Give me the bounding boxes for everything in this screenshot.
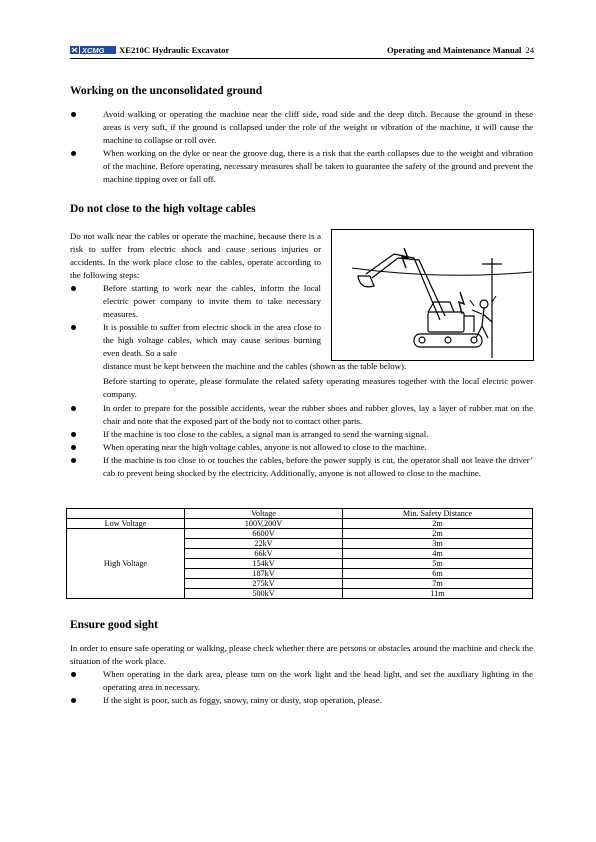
page-number: 24: [525, 45, 534, 55]
bullet-text: In order to prepare for the possible accidents, wear the rubber shoes and rubber gloves, lay a layer of rubber mat on the chair and note that the exposed part of the body not to contact other parts.: [103, 403, 533, 426]
bullet-dot: [71, 672, 76, 677]
table-header-cell: Min. Safety Distance: [343, 509, 533, 519]
distance-cell: 6m: [343, 569, 533, 579]
bullet-item: [70, 454, 533, 480]
voltage-cell: 500kV: [185, 589, 343, 599]
bullet-item: [70, 402, 533, 428]
header-model: XE210C Hydraulic Excavator: [119, 45, 230, 55]
bullet-text: It is possible to suffer from electric shock in the area close to the high voltage cables, which may cause serious burning even death. So a safe: [103, 322, 321, 358]
bullet-item: [70, 321, 321, 360]
distance-cell: 7m: [343, 579, 533, 589]
bullet-item: [70, 282, 321, 321]
bullet-dot: [71, 406, 76, 411]
followup-text: Before starting to operate, please formulate the related safety operating measures together with the local electric power company.: [103, 376, 533, 399]
section-title-unconsolidated: Working on the unconsolidated ground: [70, 85, 263, 97]
distance-cell: 2m: [343, 519, 533, 529]
bullet-text: If the machine is too close to the cables, a signal man is arranged to send the warning signal.: [103, 429, 429, 439]
section-title-high-voltage: Do not close to the high voltage cables: [70, 203, 256, 215]
safety-distance-table: [66, 508, 533, 599]
voltage-cell: 100V,200V: [185, 519, 343, 529]
header-manual: Operating and Maintenance Manual: [387, 45, 522, 55]
table-header-row: [67, 509, 533, 519]
bullet-item: [70, 441, 533, 454]
bullet-text: If the machine is too close to or touches the cables, before the power supply is cut, the operator shall not leave the driver’ cab to prevent being shocked by the electricity. Additionally, anyone is not allowed to close to the machine.: [103, 455, 533, 478]
bullet-continuation: distance must be kept between the machine and the cables (shown as the table below).: [103, 361, 407, 371]
bullet-text: When working on the dyke or near the groove dug, there is a risk that the earth collapses due to the weight and vibration of the machine. Before operating, necessary measures shall be taken to guarantee the safety of the ground and prevent the machine tipping over or fall off.: [103, 148, 533, 184]
excavator-illustration-svg: [332, 230, 533, 360]
voltage-cell: 66kV: [185, 549, 343, 559]
bullet-item: [70, 108, 533, 147]
bullet-item: [70, 694, 533, 707]
bullet-text: When operating near the high voltage cables, anyone is not allowed to close to the machine.: [103, 442, 427, 452]
good-sight-intro: In order to ensure safe operating or walking, please check whether there are persons or obstacles around the machine and check the situation of the work place.: [70, 643, 533, 666]
table-row: [67, 519, 533, 529]
bullet-text: Avoid walking or operating the machine near the cliff side, road side and the deep ditch. Because the ground in these areas is very soft, if the ground is collapsed under the role of the weight or vibration of the machine, it will cause the machine to collapse or roll over.: [103, 109, 533, 145]
header-right: [387, 45, 534, 55]
bullet-text: When operating in the dark area, please turn on the work light and the head light, and set the auxiliary lighting in the operating area in necessary.: [103, 669, 533, 692]
voltage-cell: 187kV: [185, 569, 343, 579]
bullet-text: If the sight is poor, such as foggy, snowy, rainy or dusty, stop operation, please.: [103, 695, 382, 705]
bullet-item: [70, 668, 533, 694]
low-voltage-label: Low Voltage: [67, 519, 185, 529]
high-voltage-intro: Do not walk near the cables or operate the machine, because there is a risk to suffer from electric shock and cause serious injuries or accidents. In the work place close to the cables, operate according to the following steps:: [70, 231, 321, 280]
voltage-cell: 154kV: [185, 559, 343, 569]
high-voltage-label: High Voltage: [67, 529, 185, 599]
table-header-cell: Voltage: [185, 509, 343, 519]
svg-text:XCMG: XCMG: [82, 46, 105, 55]
bullet-dot: [71, 432, 76, 437]
distance-cell: 4m: [343, 549, 533, 559]
bullet-dot: [71, 325, 76, 330]
voltage-cell: 6600V: [185, 529, 343, 539]
bullet-dot: [71, 286, 76, 291]
bullet-dot: [71, 445, 76, 450]
bullet-dot: [71, 151, 76, 156]
section-title-good-sight: Ensure good sight: [70, 619, 158, 631]
voltage-cell: 22kV: [185, 539, 343, 549]
table-header-cell: [67, 509, 185, 519]
bullet-dot: [71, 458, 76, 463]
bullet-item: [70, 147, 533, 186]
excavator-power-line-illustration: [331, 229, 534, 361]
xcmg-logo: [70, 45, 116, 55]
table-row: [67, 529, 533, 539]
bullet-dot: [71, 698, 76, 703]
bullet-dot: [71, 112, 76, 117]
distance-cell: 2m: [343, 529, 533, 539]
bullet-item: [70, 428, 533, 441]
page-header: [70, 44, 534, 59]
voltage-cell: 275kV: [185, 579, 343, 589]
distance-cell: 11m: [343, 589, 533, 599]
distance-cell: 5m: [343, 559, 533, 569]
bullet-text: Before starting to work near the cables, inform the local electric power company to invite them to take necessary measures.: [103, 283, 321, 319]
distance-cell: 3m: [343, 539, 533, 549]
